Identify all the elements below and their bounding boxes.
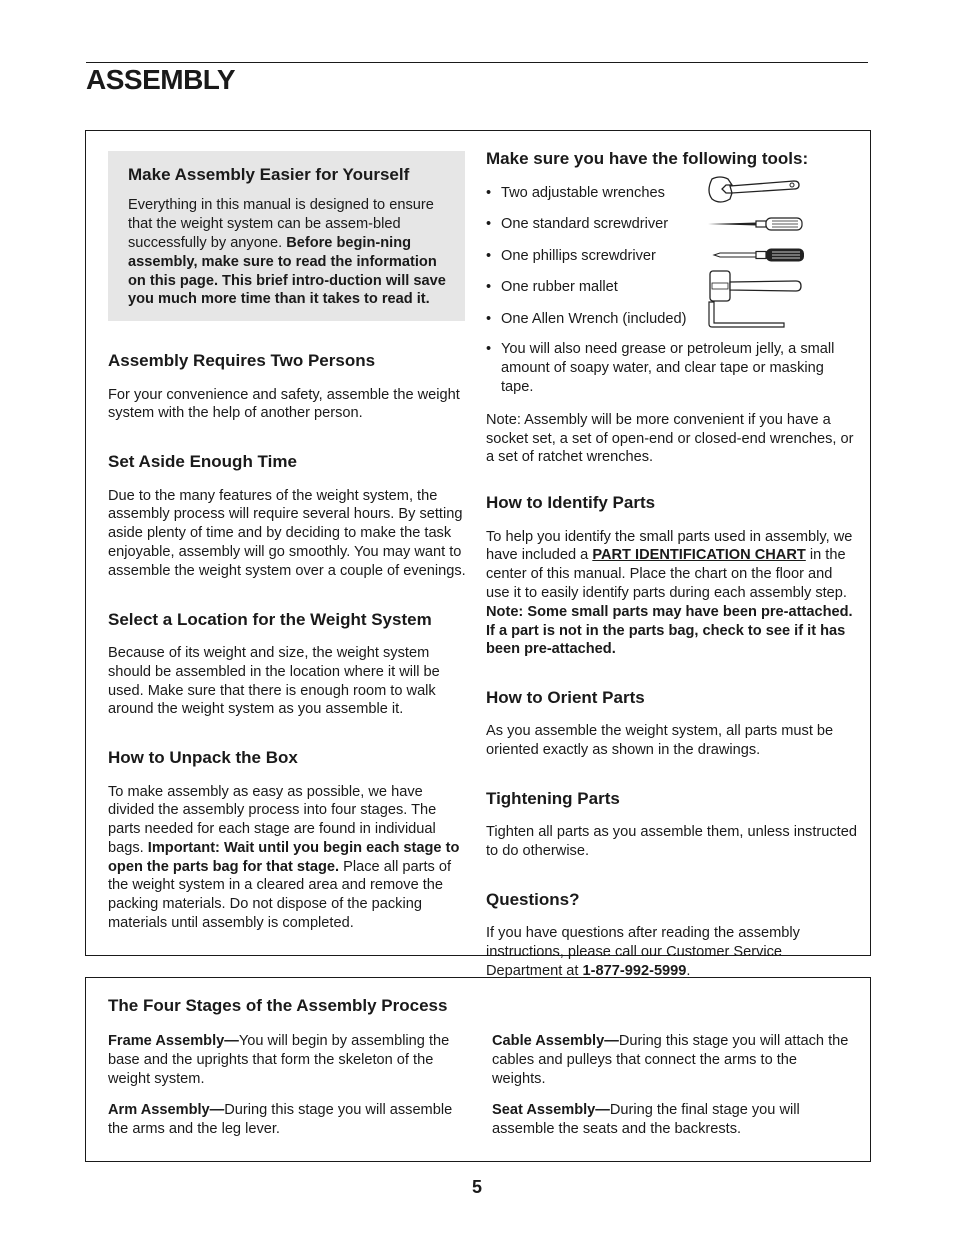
two-persons-text: For your convenience and safety, assemble the weight system with the help of another person. [108, 386, 460, 422]
orient-heading: How to Orient Parts [486, 688, 645, 708]
questions-text: If you have questions after reading the assembly instructions, please call our Customer Service Department at 1-877-992-5999. [486, 925, 800, 980]
enough-time-text: Due to the many features of the weight system, the assembly process will require several hours. By setting aside plenty of time and by deciding to make the task enjoyable, assembly will go smoothly. You may want to assemble the weight system over a couple of evenings. [108, 487, 466, 579]
questions-heading: Questions? [486, 890, 580, 910]
stage-seat: Seat Assembly—During the final stage you will assemble the seats and the backrests. [492, 1102, 800, 1137]
stage-frame: Frame Assembly—You will begin by assembling the base and the uprights that form the skeleton of the weight system. [108, 1033, 450, 1087]
stage-arm: Arm Assembly—During this stage you will assemble the arms and the leg lever. [108, 1102, 453, 1137]
tool-label: One phillips screwdriver [501, 247, 656, 264]
phone-number: 1-877-992-5999 [582, 963, 687, 980]
assembly-stages-box [85, 977, 871, 1162]
orient-text: As you assemble the weight system, all parts must be oriented exactly as shown in the drawings. [486, 723, 834, 759]
standard-screwdriver-icon [706, 216, 806, 232]
section-tightening [486, 789, 858, 861]
tool-label: Two adjustable wrenches [501, 185, 665, 202]
allen-wrench-icon [706, 300, 786, 330]
section-identify-parts [486, 493, 858, 659]
section-tools [486, 149, 858, 467]
unpack-heading: How to Unpack the Box [108, 748, 298, 768]
tool-item: • One rubber mallet [486, 272, 858, 303]
enough-time-heading: Set Aside Enough Time [108, 452, 297, 472]
tool-label: One Allen Wrench (included) [501, 310, 687, 327]
location-text: Because of its weight and size, the weight system should be assembled in the location where it will be used. Make sure that there is enough room to walk around the weight system as you assemble it. [108, 644, 440, 718]
easier-text: Everything in this manual is designed to ensure that the weight system can be assem-bled successfully by anyone. Before begin-ning assembly, make sure to read the information on this page. This brief intro-duction will save you much more time than it takes to read it. [128, 197, 446, 308]
right-column [486, 149, 858, 981]
unpack-text: To make assembly as easy as possible, we have divided the assembly process into four stages. The parts needed for each stage are found in individual bags. Important: Wait until you begin each stage to open the parts bag for that stage. Place all parts of the weight system in a cleared area and remove the packing materials. Do not dispose of the packing materials until assembly is completed. [108, 783, 460, 932]
tools-heading: Make sure you have the following tools: [486, 149, 809, 168]
tightening-heading: Tightening Parts [486, 789, 620, 809]
tool-label: One standard screwdriver [501, 216, 669, 233]
identify-heading: How to Identify Parts [486, 493, 656, 513]
assembly-info-box [85, 130, 871, 980]
phillips-screwdriver-icon [712, 247, 808, 263]
left-column [108, 151, 470, 933]
extra-supplies-text: You will also need grease or petroleum jelly, a small amount of soapy water, and clear tape or masking tape. [501, 341, 835, 395]
two-persons-heading: Assembly Requires Two Persons [108, 351, 376, 371]
page-number: 5 [471, 1177, 482, 1197]
section-unpack [108, 748, 470, 933]
stage-cable: Cable Assembly—During this stage you will attach the cables and pulleys that connect the arms to the weights. [492, 1033, 849, 1087]
tool-label: One rubber mallet [501, 279, 618, 296]
tool-item: • One Allen Wrench (included) [486, 303, 858, 334]
section-orient-parts [486, 688, 858, 760]
easier-heading: Make Assembly Easier for Yourself [128, 165, 410, 184]
section-location [108, 610, 470, 720]
part-chart-reference: PART IDENTIFICATION CHART [592, 547, 806, 564]
section-two-persons [108, 351, 470, 423]
tool-item: • Two adjustable wrenches [486, 177, 858, 208]
adjustable-wrench-icon [706, 173, 802, 209]
tools-note: Note: Assembly will be more convenient if you have a socket set, a set of open-end or closed-end wrenches, or a set of ratchet wrenches. [486, 411, 854, 466]
stages-heading: The Four Stages of the Assembly Process [108, 996, 448, 1015]
section-questions [486, 890, 858, 981]
identify-text: To help you identify the small parts used in assembly, we have included a PART IDENTIFICATION CHART in the center of this manual. Place the chart on the floor and use it to easily identify parts during each assembly step. Note: Some small parts may have been pre-attached. If a part is not in the parts bag, check to see if it has been pre-attached. [486, 528, 853, 658]
tightening-text: Tighten all parts as you assemble them, unless instructed to do otherwise. [486, 824, 857, 860]
page-title: ASSEMBLY [86, 64, 236, 95]
tools-list [486, 177, 858, 334]
location-heading: Select a Location for the Weight System [108, 609, 432, 629]
header-rule [86, 62, 868, 63]
tool-item: • One phillips screwdriver [486, 240, 858, 271]
section-enough-time [108, 452, 470, 580]
assembly-easier-callout [108, 151, 465, 321]
tool-item: • One standard screwdriver [486, 209, 858, 240]
extra-supplies-item: • You will also need grease or petroleum jelly, a small amount of soapy water, and clear tape or masking tape. [486, 340, 858, 396]
